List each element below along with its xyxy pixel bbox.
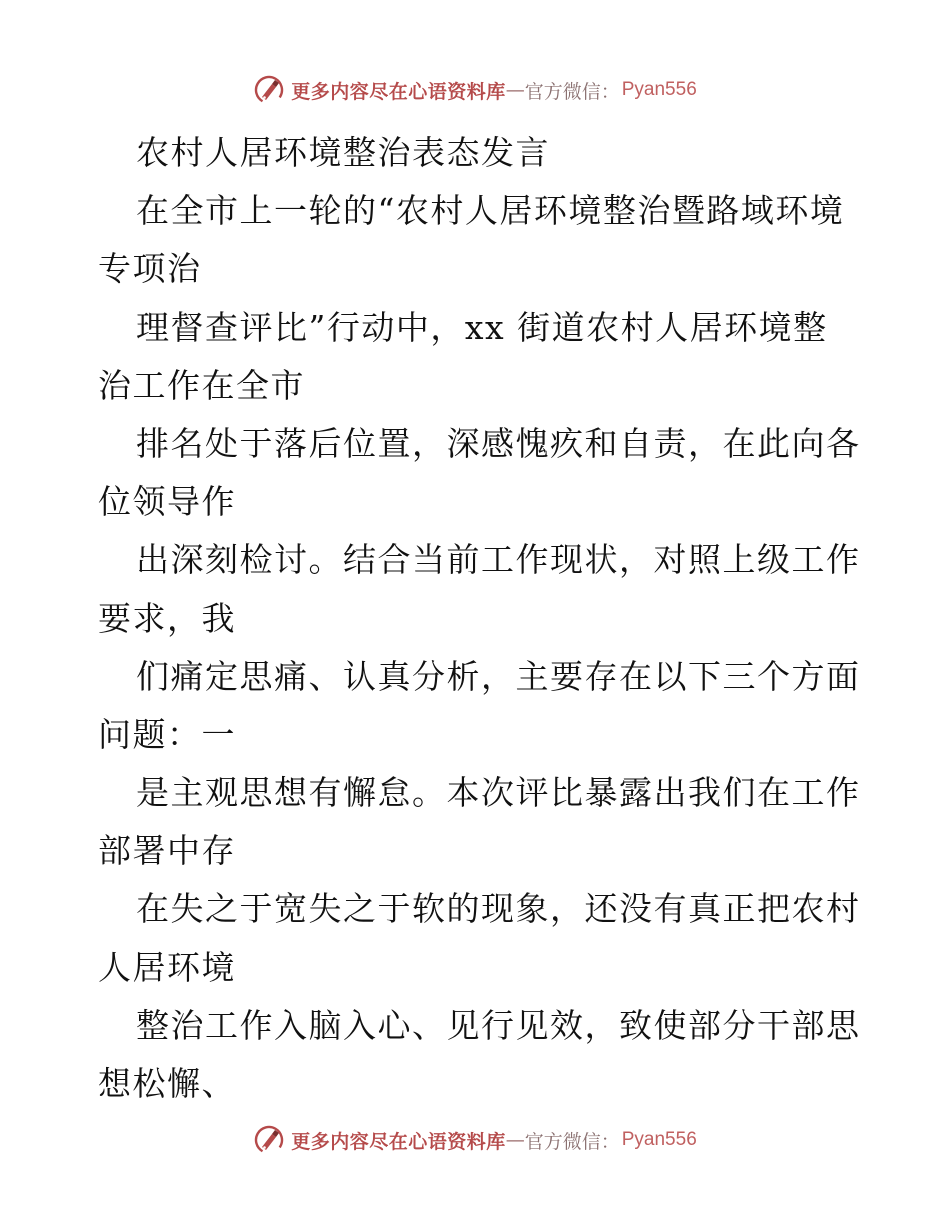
banner-wechat-id: Pyan556 [621, 79, 697, 100]
header-banner [0, 70, 950, 110]
banner-wechat-label: 官方微信： [524, 80, 620, 103]
text-line: 在全市上一轮的“农村人居环境整治暨路域环境 [136, 191, 845, 231]
banner-separator: — [505, 79, 525, 101]
pen-nib-circle-icon [253, 74, 285, 106]
banner-promo-text: 更多内容尽在心语资料库 [291, 1130, 506, 1153]
text-line: 治工作在全市 [98, 365, 305, 405]
banner-wechat-id: Pyan556 [621, 1129, 697, 1150]
document-title: 农村人居环境整治表态发言 [136, 133, 550, 172]
text-line: 排名处于落后位置，深感愧疚和自责，在此向各 [136, 423, 861, 463]
banner-separator: — [505, 1129, 525, 1151]
text-line: 们痛定思痛、认真分析，主要存在以下三个方面 [136, 656, 861, 696]
text-line: 部署中存 [98, 831, 236, 871]
text-line: 在失之于宽失之于软的现象，还没有真正把农村 [136, 889, 861, 929]
text-line: 要求，我 [98, 598, 236, 638]
text-line: 想松懈、 [98, 1064, 236, 1103]
text-line: 问题：一 [98, 714, 236, 754]
pen-nib-circle-icon [253, 1124, 285, 1156]
document-body [98, 124, 861, 1113]
text-line: 位领导作 [98, 482, 236, 522]
text-line: 专项治 [98, 249, 202, 289]
text-line: 是主观思想有懈怠。本次评比暴露出我们在工作 [136, 773, 861, 813]
footer-banner [0, 1120, 950, 1160]
text-line: 人居环境 [98, 947, 236, 987]
text-line: 整治工作入脑入心、见行见效，致使部分干部思 [136, 1005, 861, 1045]
banner-promo-text: 更多内容尽在心语资料库 [291, 80, 506, 103]
text-line: 出深刻检讨。结合当前工作现状，对照上级工作 [136, 540, 861, 580]
text-line: 理督查评比”行动中，xx 街道农村人居环境整 [136, 307, 828, 347]
banner-wechat-label: 官方微信： [524, 1130, 620, 1153]
